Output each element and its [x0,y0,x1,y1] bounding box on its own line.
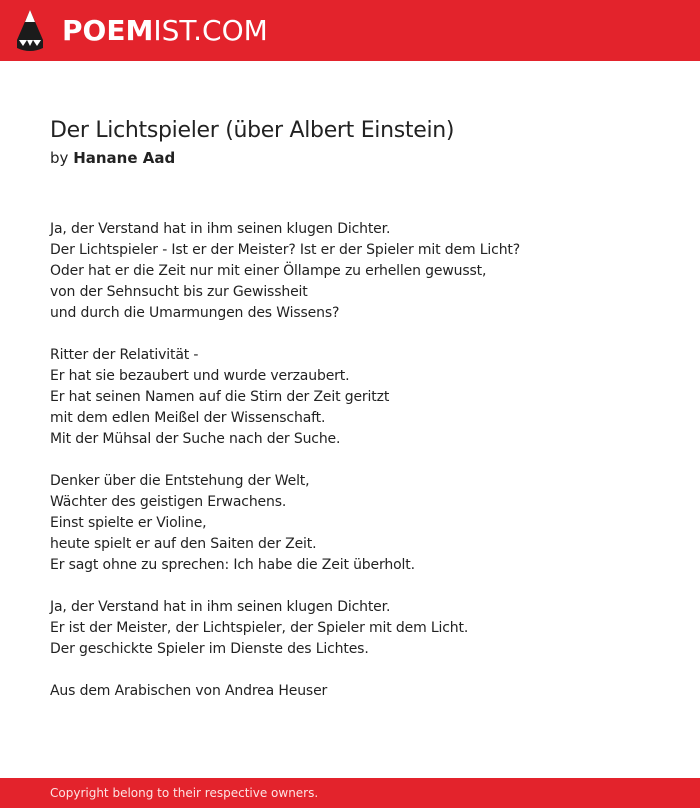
poem-line: Denker über die Entstehung der Welt, [50,473,310,489]
poem-line: Er sagt ohne zu sprechen: Ich habe die Zeit überholt. [50,557,415,573]
poem-line: Ja, der Verstand hat in ihm seinen klugen Dichter. [50,599,391,615]
poem-line: Ritter der Relativität - [50,347,199,363]
poem-line: von der Sehnsucht bis zur Gewissheit [50,284,308,300]
copyright-text: Copyright belong to their respective owners. [50,786,319,800]
pencil-tip-icon[interactable] [17,10,43,52]
poem-line: Ja, der Verstand hat in ihm seinen klugen Dichter. [50,221,391,237]
poem-line: Mit der Mühsal der Suche nach der Suche. [50,431,341,447]
stanza-3 [50,471,670,576]
site-footer [0,778,700,808]
poem-line: Der geschickte Spieler im Dienste des Lichtes. [50,641,369,657]
site-logo-text[interactable] [62,13,268,49]
logo-bold-part: POEM [62,14,154,47]
stanza-5 [50,681,670,702]
poem-line: Er hat sie bezaubert und wurde verzaubert. [50,368,350,384]
poem-line: und durch die Umarmungen des Wissens? [50,305,340,321]
translation-note: Aus dem Arabischen von Andrea Heuser [50,683,328,699]
stanza-1 [50,219,670,324]
poem-line: Einst spielte er Violine, [50,515,207,531]
stanza-2 [50,345,670,450]
stanza-4 [50,597,670,660]
poem-line: mit dem edlen Meißel der Wissenschaft. [50,410,326,426]
poem-line: Der Lichtspieler - Ist er der Meister? Ist er der Spieler mit dem Licht? [50,242,521,258]
poem-title: Der Lichtspieler (über Albert Einstein) [50,118,455,143]
poem-line: Er hat seinen Namen auf die Stirn der Zeit geritzt [50,389,390,405]
site-header [0,0,700,61]
by-label: by [50,149,69,167]
poem-line: Oder hat er die Zeit nur mit einer Öllampe zu erhellen gewusst, [50,263,487,279]
poem-byline [50,147,670,169]
poem-content [50,115,670,723]
logo-light-part: IST.COM [153,14,268,47]
poem-line: Wächter des geistigen Erwachens. [50,494,287,510]
poem-body [50,219,670,702]
poem-line: Er ist der Meister, der Lichtspieler, der Spieler mit dem Licht. [50,620,469,636]
poem-line: heute spielt er auf den Saiten der Zeit. [50,536,317,552]
author-name[interactable]: Hanane Aad [73,149,176,167]
